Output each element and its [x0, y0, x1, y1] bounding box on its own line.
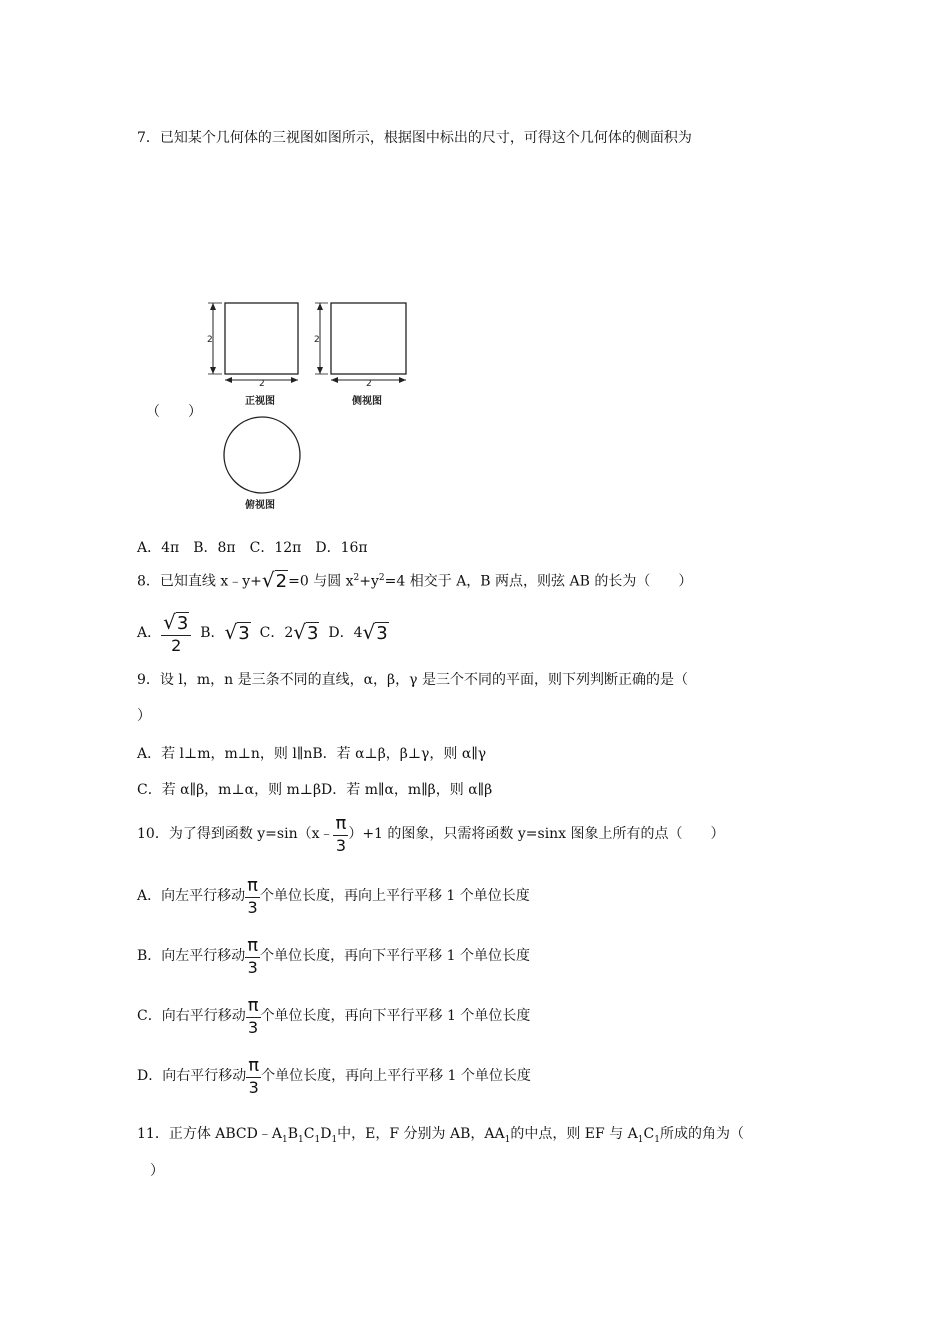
q11-stem-a: 11．正方体 ABCD﹣A	[137, 1126, 282, 1142]
q7-options: A．4π B．8π C．12π D．16π	[137, 540, 368, 556]
q10-optA-num: π	[247, 874, 258, 896]
top-view	[224, 417, 300, 511]
q10-optB-num: π	[247, 934, 259, 956]
q10-optD-frac	[246, 1054, 261, 1097]
q10-optC-frac	[246, 994, 261, 1037]
q8-optA-label: A．	[137, 625, 162, 641]
q10-optC-num: π	[247, 994, 259, 1016]
q11-sub7: 1	[654, 1134, 660, 1145]
q10-frac	[333, 812, 348, 855]
q8-stem-c: +y	[359, 573, 379, 590]
q10-stem-a: 10．为了得到函数 y=sin（x﹣	[137, 826, 334, 842]
q11-t3: D	[320, 1126, 332, 1142]
front-height-label: 2	[207, 335, 213, 345]
q10-optA-den: 3	[247, 897, 258, 917]
q8-stem	[137, 568, 692, 593]
q8-sqrt2-radicand: 2	[275, 571, 288, 593]
q8-sup2: 2	[378, 573, 385, 583]
q8-sqrt2: √2	[261, 568, 288, 593]
q10-optB-den: 3	[247, 957, 258, 977]
q8-sup1: 2	[353, 573, 360, 583]
q11-sub6: 1	[637, 1134, 644, 1145]
q10-optD-den: 3	[248, 1077, 259, 1097]
q7-answer-paren: （ ）	[146, 404, 202, 420]
q11-sub5: 1	[504, 1134, 511, 1145]
q10-optC-b: 个单位长度，再向下平行平移 1 个单位长度	[260, 1008, 531, 1024]
q11-stem-d: 所成的角为（	[659, 1126, 744, 1142]
q10-optA-b: 个单位长度，再向上平行平移 1 个单位长度	[259, 888, 530, 904]
q10-optB-frac	[245, 934, 260, 977]
q8-optD-radicand: 3	[376, 622, 388, 644]
q10-frac-den: 3	[335, 835, 346, 855]
q8-optC-sqrt: √3	[293, 619, 319, 644]
front-view	[207, 303, 298, 407]
q10-optD	[137, 1056, 531, 1096]
q8-optB-label: B．	[200, 625, 225, 641]
q7-stem: 7．已知某个几何体的三视图如图所示，根据图中标出的尺寸，可得这个几何体的侧面积为	[137, 130, 692, 146]
q11-t2: C	[303, 1126, 315, 1142]
q11-stem-end: ）	[150, 1163, 164, 1179]
q10-optC-den: 3	[248, 1017, 259, 1037]
q10-optB-b: 个单位长度，再向下平行平移 1 个单位长度	[260, 948, 530, 964]
side-view-caption: 侧视图	[352, 396, 382, 407]
q10-frac-num: π	[335, 812, 347, 834]
q10-optC-a: C．向右平行移动	[137, 1008, 246, 1024]
q10-optA-frac	[245, 874, 260, 917]
q11-stem-b: 中，E，F 分别为 AB，AA	[337, 1126, 505, 1142]
q8-options	[137, 612, 389, 654]
q10-optD-b: 个单位长度，再向上平行平移 1 个单位长度	[261, 1068, 531, 1084]
q8-optC-label: C．2	[259, 625, 294, 641]
q11-sub4: 1	[331, 1134, 338, 1145]
q10-stem-b: ）+1 的图象，只需将函数 y=sinx 图象上所有的点（ ）	[348, 826, 725, 842]
side-width-label: 2	[366, 379, 372, 389]
q10-stem	[137, 814, 725, 854]
three-view-figure	[200, 298, 420, 518]
q11-stem-c: 的中点，则 EF 与 A	[510, 1126, 638, 1142]
q8-stem-a: 8．已知直线 x﹣y+	[137, 573, 262, 590]
q8-optC-radicand: 3	[307, 622, 319, 644]
q8-optD-sqrt: √3	[362, 619, 388, 644]
q9-options-ab: A．若 l⊥m，m⊥n，则 l∥nB．若 α⊥β，β⊥γ，则 α∥γ	[137, 746, 487, 762]
front-view-caption: 正视图	[245, 396, 275, 407]
q8-optA-frac: $\frac{√3}{2}$	[161, 612, 191, 654]
q8-optA-den: 2	[171, 636, 182, 655]
q8-optB-sqrt: √3	[224, 619, 250, 644]
q8-optB-radicand: 3	[238, 622, 250, 644]
q11-sub3: 1	[314, 1134, 321, 1145]
q10-optA	[137, 876, 530, 916]
q10-optC	[137, 996, 530, 1036]
q9-stem-end: ）	[137, 708, 151, 724]
q8-optA-radicand: 3	[176, 613, 189, 634]
q8-stem-b: =0 与圆 x	[288, 573, 354, 590]
q10-optA-a: A．向左平行移动	[137, 888, 246, 904]
q11-sub1: 1	[281, 1134, 288, 1145]
q11-stem	[137, 1124, 744, 1150]
q9-stem: 9．设 l，m，n 是三条不同的直线，α，β，γ 是三个不同的平面，则下列判断正确的是（	[137, 672, 688, 688]
q10-optB-a: B．向左平行移动	[137, 948, 246, 964]
q11-t6: C	[643, 1126, 655, 1142]
q10-optD-a: D．向右平行移动	[137, 1068, 247, 1084]
q8-stem-d: =4 相交于 A，B 两点，则弦 AB 的长为（ ）	[384, 573, 693, 590]
side-height-label: 2	[314, 335, 320, 345]
q10-optB	[137, 936, 530, 976]
q11-sub2: 1	[298, 1134, 304, 1145]
side-view	[314, 303, 406, 407]
q9-options-cd: C．若 α∥β，m⊥α，则 m⊥βD．若 m∥α，m∥β，则 α∥β	[137, 782, 493, 798]
front-width-label: 2	[259, 379, 265, 389]
q10-optD-num: π	[248, 1054, 260, 1076]
top-view-caption: 俯视图	[245, 500, 275, 511]
q11-t1: B	[287, 1126, 299, 1142]
q8-optD-label: D．4	[328, 625, 363, 641]
